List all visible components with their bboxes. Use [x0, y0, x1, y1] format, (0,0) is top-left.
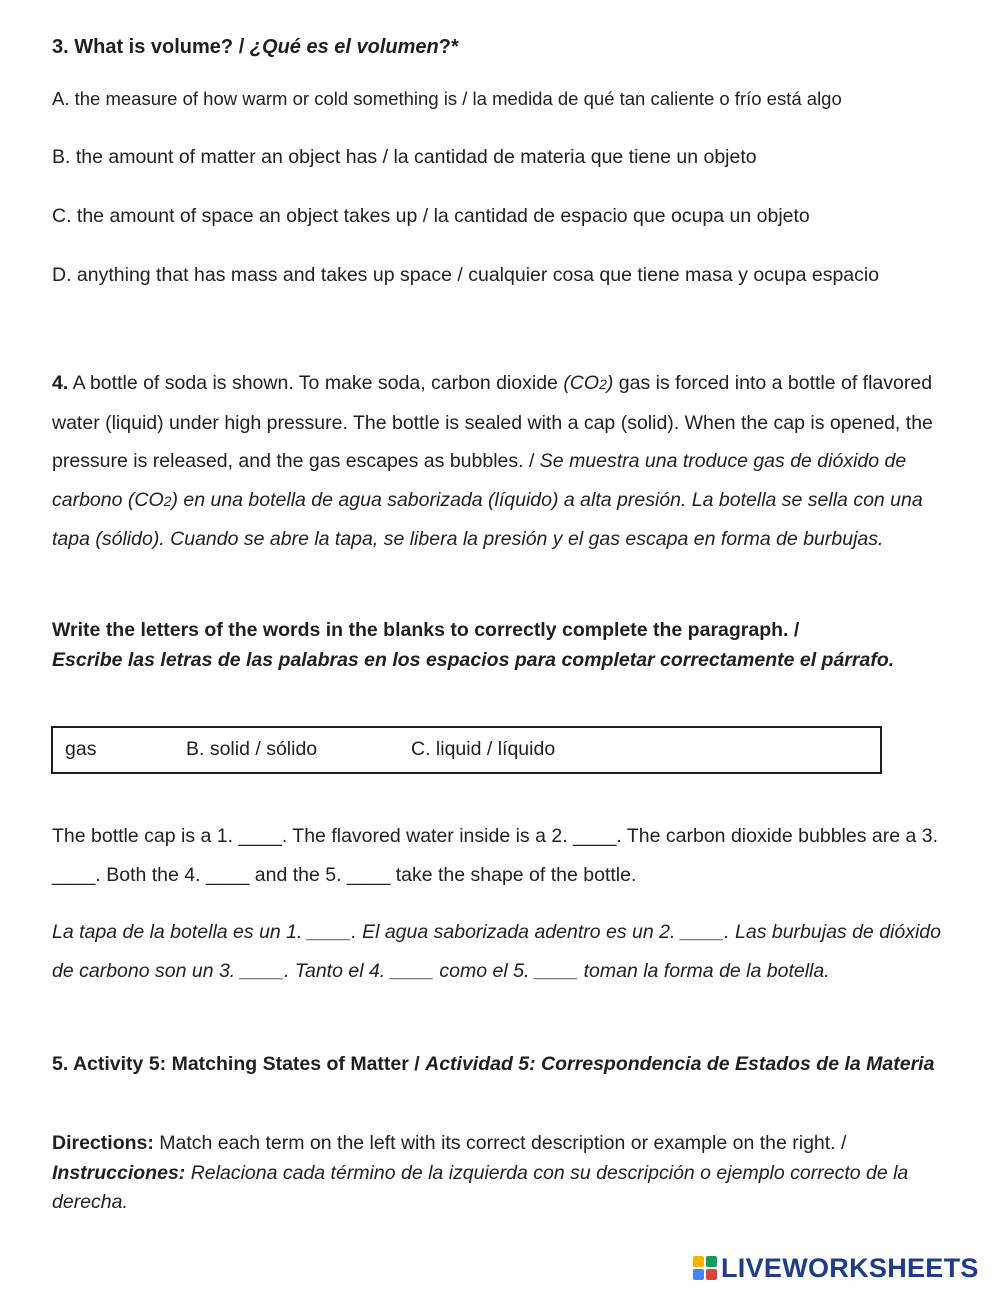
logo-mark-icon: [693, 1256, 717, 1280]
question-4-passage: 4. A bottle of soda is shown. To make soda, carbon dioxide (CO2) gas is forced into a bottle of flavored water (liquid) under high pressure. The bottle is sealed with a cap (solid). When the cap is opened, the pressure is released, and the gas escapes as bubbles. / Se muestra una troduce gas de dióxido de carbono (CO2) en una botella de agua saborizada (líquido) a alta presión. La botella se sella con una tapa (sólido). Cuando se abre la tapa, se libera la presión y el gas escapa en forma de burbujas.: [52, 372, 933, 550]
fill-in-paragraph-en[interactable]: The bottle cap is a 1. ____. The flavored water inside is a 2. ____. The carbon dioxide bubbles are a 3. ____. Both the 4. ____ and the 5. ____ take the shape of the bottle.: [52, 825, 939, 886]
fill-in-paragraph-es[interactable]: La tapa de la botella es un 1. ____. El agua saborizada adentro es un 2. ____. Las burbujas de dióxido de carbono son un 3. ____. Tanto el 4. ____ como el 5. ____ toman la forma de la botella.: [52, 921, 941, 982]
logo-square-yellow: [693, 1256, 704, 1267]
option-c[interactable]: C. the amount of space an object takes up / la cantidad de espacio que ocupa un objeto: [52, 205, 810, 227]
option-d[interactable]: D. anything that has mass and takes up space / cualquier cosa que tiene masa y ocupa espacio: [52, 264, 880, 286]
word-bank-item-liquid: C. liquid / líquido: [411, 738, 556, 760]
option-b[interactable]: B. the amount of matter an object has / la cantidad de materia que tiene un objeto: [52, 146, 757, 168]
question-3-title: 3. What is volume? / ¿Qué es el volumen?*: [52, 36, 459, 58]
word-bank-item-solid: B. solid / sólido: [186, 738, 318, 760]
logo-square-blue: [693, 1269, 704, 1280]
option-a[interactable]: A. the measure of how warm or cold something is / la medida de qué tan caliente o frío está algo: [52, 88, 842, 109]
word-bank-item-gas: gas: [65, 738, 97, 760]
brand-name: LIVEWORKSHEETS: [721, 1252, 979, 1283]
question-4-instruction: Write the letters of the words in the blanks to correctly complete the paragraph. / Escribe las letras de las palabras en los espacios para completar correctamente el párrafo.: [52, 619, 895, 671]
question-5-title: 5. Activity 5: Matching States of Matter / Actividad 5: Correspondencia de Estados de la Materia: [52, 1053, 935, 1075]
question-5-directions: Directions: Match each term on the left with its correct description or example on the right. / Instrucciones: Relaciona cada término de la izquierda con su descripción o ejemplo correcto de la derecha.: [52, 1132, 909, 1213]
word-bank: [51, 726, 882, 774]
logo-square-green: [706, 1256, 717, 1267]
liveworksheets-logo: [693, 1252, 979, 1284]
logo-square-red: [706, 1269, 717, 1280]
